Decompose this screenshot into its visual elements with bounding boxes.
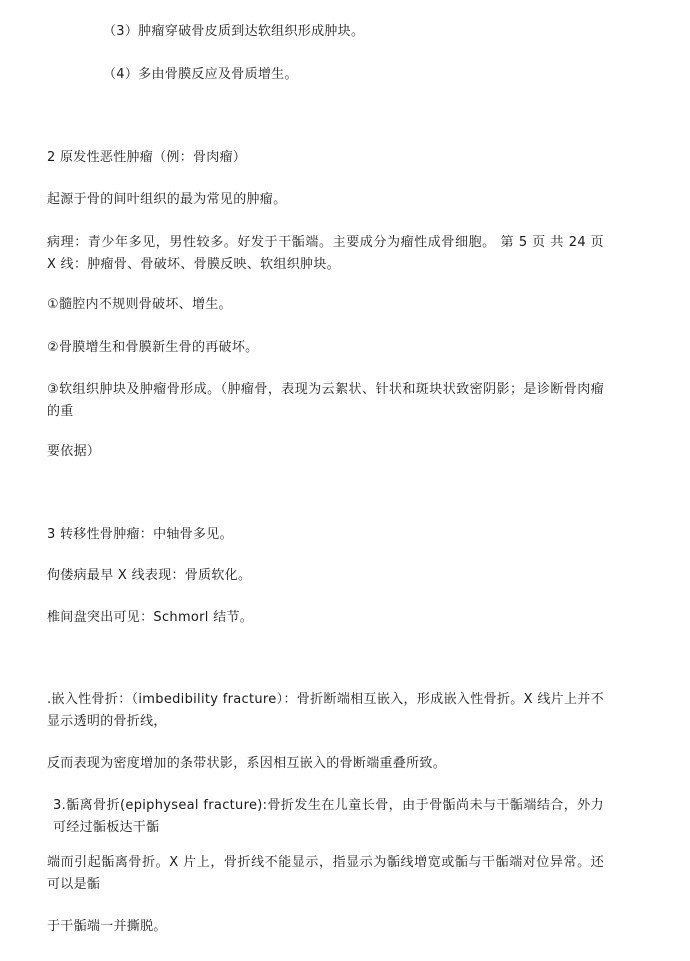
paragraph-pathology: 病理：青少年多见，男性较多。好发于干骺端。主要成分为瘤性成骨细胞。 第 5 页 共 24 页 X 线：肿瘤骨、骨破坏、骨膜反映、软组织肿块。 [47, 235, 604, 272]
paragraph-epiphyseal-fracture-cont: 端而引起骺离骨折。X 片上，骨折线不能显示，指显示为骺线增宽或骺与干骺端对位异常。还可以是骺 [47, 855, 604, 892]
list-item-3: ③软组织肿块及肿瘤骨形成。（肿瘤骨，表现为云絮状、针状和斑块状致密阴影；是诊断骨肉瘤的重 [47, 382, 604, 419]
paragraph-periosteal-reaction: （4）多由骨膜反应及骨质增生。 [103, 67, 298, 82]
paragraph-impacted-fracture: .嵌入性骨折：（imbedibility fracture）：骨折断端相互嵌入，形成嵌入性骨折。X 线片上并不显示透明的骨折线， [47, 692, 604, 729]
section-heading-metastatic: 3 转移性骨肿瘤：中轴骨多见。 [47, 527, 233, 542]
list-item-2: ②骨膜增生和骨膜新生骨的再破坏。 [47, 340, 259, 355]
paragraph-impacted-fracture-cont: 反而表现为密度增加的条带状影，系因相互嵌入的骨断端重叠所致。 [47, 756, 447, 771]
list-item-1: ①髓腔内不规则骨破坏、增生。 [47, 297, 232, 312]
paragraph-origin: 起源于骨的间叶组织的最为常见的肿瘤。 [47, 192, 287, 207]
paragraph-epiphyseal-fracture-end: 于干骺端一并撕脱。 [47, 919, 167, 934]
paragraph-epiphyseal-fracture: 3.骺离骨折(epiphyseal fracture):骨折发生在儿童长骨，由于骨骺尚未与干骺端结合，外力可经过骺板达干骺 [53, 798, 604, 835]
paragraph-tumor-soft-tissue: （3）肿瘤穿破骨皮质到达软组织形成肿块。 [103, 24, 365, 39]
paragraph-continuation: 要依据） [47, 444, 101, 459]
section-heading-primary-malignant: 2 原发性恶性肿瘤（例：骨肉瘤） [47, 150, 247, 165]
paragraph-disc-herniation: 椎间盘突出可见：Schmorl 结节。 [47, 610, 254, 625]
paragraph-rickets: 佝偻病最早 X 线表现：骨质软化。 [47, 568, 252, 583]
